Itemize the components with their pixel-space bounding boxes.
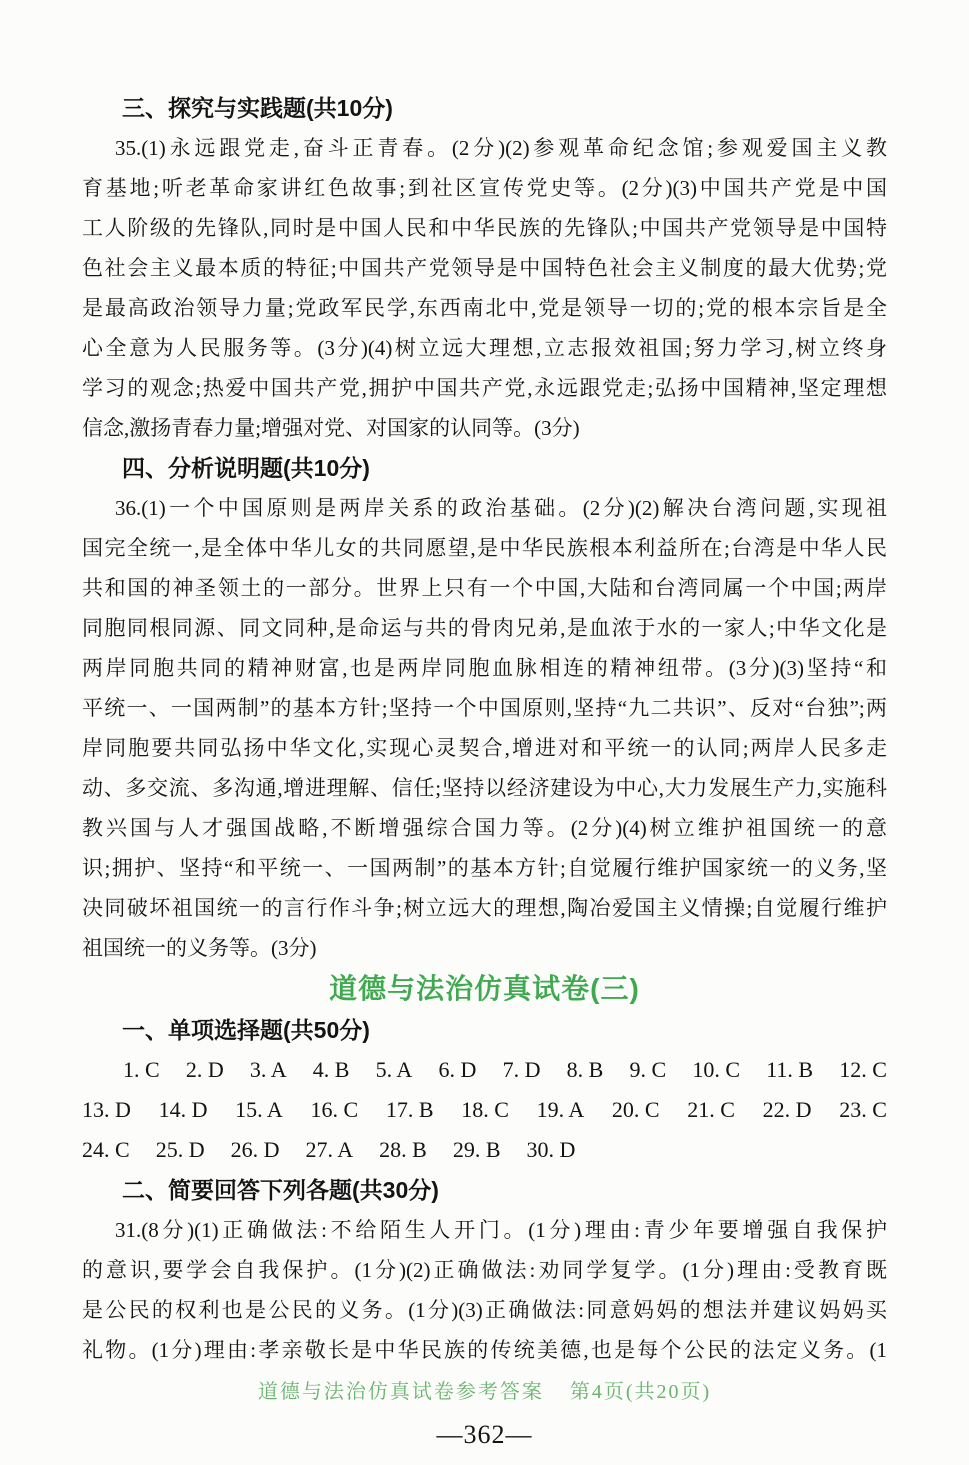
text-line: 礼物。(1分)理由:孝亲敬长是中华民族的传统美德,也是每个公民的法定义务。(1: [82, 1338, 887, 1362]
answer-item: 12. C: [839, 1057, 887, 1082]
answer-paragraph: [82, 488, 887, 968]
answer-item: 9. C: [629, 1057, 667, 1082]
text-line: 教兴国与人才强国战略,不断增强综合国力等。(2分)(4)树立维护祖国统一的意: [82, 816, 887, 840]
running-footer: [82, 1378, 887, 1406]
answer-item: 10. C: [692, 1057, 741, 1082]
text-line: 两岸同胞共同的精神财富,也是两岸同胞血脉相连的精神纽带。(3分)(3)坚持“和: [82, 656, 887, 680]
answer-key-row: [82, 1050, 887, 1090]
answer-paragraph: [82, 128, 887, 448]
answer-item: 13. D: [82, 1097, 131, 1122]
answer-paragraph: [82, 1210, 887, 1370]
page-number: —362—: [436, 1420, 533, 1449]
answer-item: 7. D: [502, 1057, 541, 1082]
answer-item: 19. A: [536, 1097, 585, 1122]
text-line: 是公民的权利也是公民的义务。(1分)(3)正确做法:同意妈妈的想法并建议妈妈买: [82, 1298, 887, 1322]
text-line: 心全意为人民服务等。(3分)(4)树立远大理想,立志报效祖国;努力学习,树立终身: [82, 336, 887, 360]
text-line: 学习的观念;热爱中国共产党,拥护中国共产党,永远跟党走;弘扬中国精神,坚定理想: [82, 376, 887, 400]
section-heading: 二、简要回答下列各题(共30分): [122, 1177, 439, 1203]
text-line: 35.(1)永远跟党走,奋斗正青春。(2分)(2)参观革命纪念馆;参观爱国主义教: [115, 136, 887, 160]
footer-title: 道德与法治仿真试卷参考答案: [257, 1381, 544, 1403]
text-line: 识;拥护、坚持“和平统一、一国两制”的基本方针;自觉履行维护国家统一的义务,坚: [82, 856, 887, 880]
footer-page-info: 第4页(共20页): [569, 1381, 712, 1403]
text-line: 动、多交流、多沟通,增进理解、信任;坚持以经济建设为中心,大力发展生产力,实施科: [82, 776, 887, 800]
text-line: 同胞同根同源、同文同种,是命运与共的骨肉兄弟,是血浓于水的一家人;中华文化是: [82, 616, 887, 640]
answer-item: 20. C: [611, 1097, 660, 1122]
answer-item: 16. C: [310, 1097, 359, 1122]
answer-item: 25. D: [155, 1137, 205, 1162]
text-line: 育基地;听老革命家讲红色故事;到社区宣传党史等。(2分)(3)中国共产党是中国: [82, 176, 887, 200]
answer-item: 21. C: [687, 1097, 735, 1122]
answer-item: 23. C: [839, 1097, 887, 1122]
text-line: 共和国的神圣领土的一部分。世界上只有一个中国,大陆和台湾同属一个中国;两岸: [82, 576, 887, 600]
text-line: 祖国统一的义务等。(3分): [82, 936, 317, 960]
section-heading: 三、探究与实践题(共10分): [122, 95, 393, 121]
answer-key-row: [82, 1090, 887, 1130]
answer-item: 24. C: [82, 1137, 130, 1162]
answer-item: 8. B: [566, 1057, 604, 1082]
answer-item: 17. B: [385, 1097, 434, 1122]
answer-item: 3. A: [249, 1057, 287, 1082]
answer-item: 29. B: [452, 1137, 501, 1162]
answer-item: 27. A: [305, 1137, 354, 1162]
section-heading: 一、单项选择题(共50分): [122, 1017, 370, 1043]
text-line: 是最高政治领导力量;党政军民学,东西南北中,党是领导一切的;党的根本宗旨是全: [82, 296, 887, 320]
answer-item: 4. B: [312, 1057, 350, 1082]
answer-key-row: [82, 1130, 887, 1170]
answer-item: 18. C: [461, 1097, 509, 1122]
answer-item: 30. D: [526, 1137, 576, 1162]
text-line: 平统一、一国两制”的基本方针;坚持一个中国原则,坚持“九二共识”、反对“台独”;两: [82, 696, 887, 720]
answer-item: 5. A: [375, 1057, 413, 1082]
document-content: [82, 88, 887, 1370]
text-line: 色社会主义最本质的特征;中国共产党领导是中国特色社会主义制度的最大优势;党: [82, 256, 887, 280]
text-line: 的意识,要学会自我保护。(1分)(2)正确做法:劝同学复学。(1分)理由:受教育既: [82, 1258, 887, 1282]
answer-item: 1. C: [123, 1057, 160, 1082]
answer-item: 14. D: [158, 1097, 208, 1122]
text-line: 国完全统一,是全体中华儿女的共同愿望,是中华民族根本利益所在;台湾是中华人民: [82, 536, 887, 560]
answer-item: 26. D: [230, 1137, 280, 1162]
text-line: 36.(1)一个中国原则是两岸关系的政治基础。(2分)(2)解决台湾问题,实现祖: [115, 496, 887, 520]
answer-item: 22. D: [762, 1097, 812, 1122]
answer-item: 15. A: [235, 1097, 283, 1122]
text-line: 信念,激扬青春力量;增强对党、对国家的认同等。(3分): [82, 416, 580, 440]
exam-paper-title: 道德与法治仿真试卷(三): [329, 973, 640, 1004]
answer-item: 2. D: [185, 1057, 224, 1082]
section-heading: 四、分析说明题(共10分): [122, 455, 370, 481]
text-line: 决同破坏祖国统一的言行作斗争;树立远大的理想,陶冶爱国主义情操;自觉履行维护: [82, 896, 887, 920]
text-line: 岸同胞要共同弘扬中华文化,实现心灵契合,增进对和平统一的认同;两岸人民多走: [82, 736, 887, 760]
text-line: 31.(8分)(1)正确做法:不给陌生人开门。(1分)理由:青少年要增强自我保护: [115, 1218, 887, 1242]
answer-item: 28. B: [379, 1137, 427, 1162]
answer-item: 6. D: [438, 1057, 477, 1082]
text-line: 工人阶级的先锋队,同时是中国人民和中华民族的先锋队;中国共产党领导是中国特: [82, 216, 887, 240]
answer-item: 11. B: [766, 1057, 814, 1082]
